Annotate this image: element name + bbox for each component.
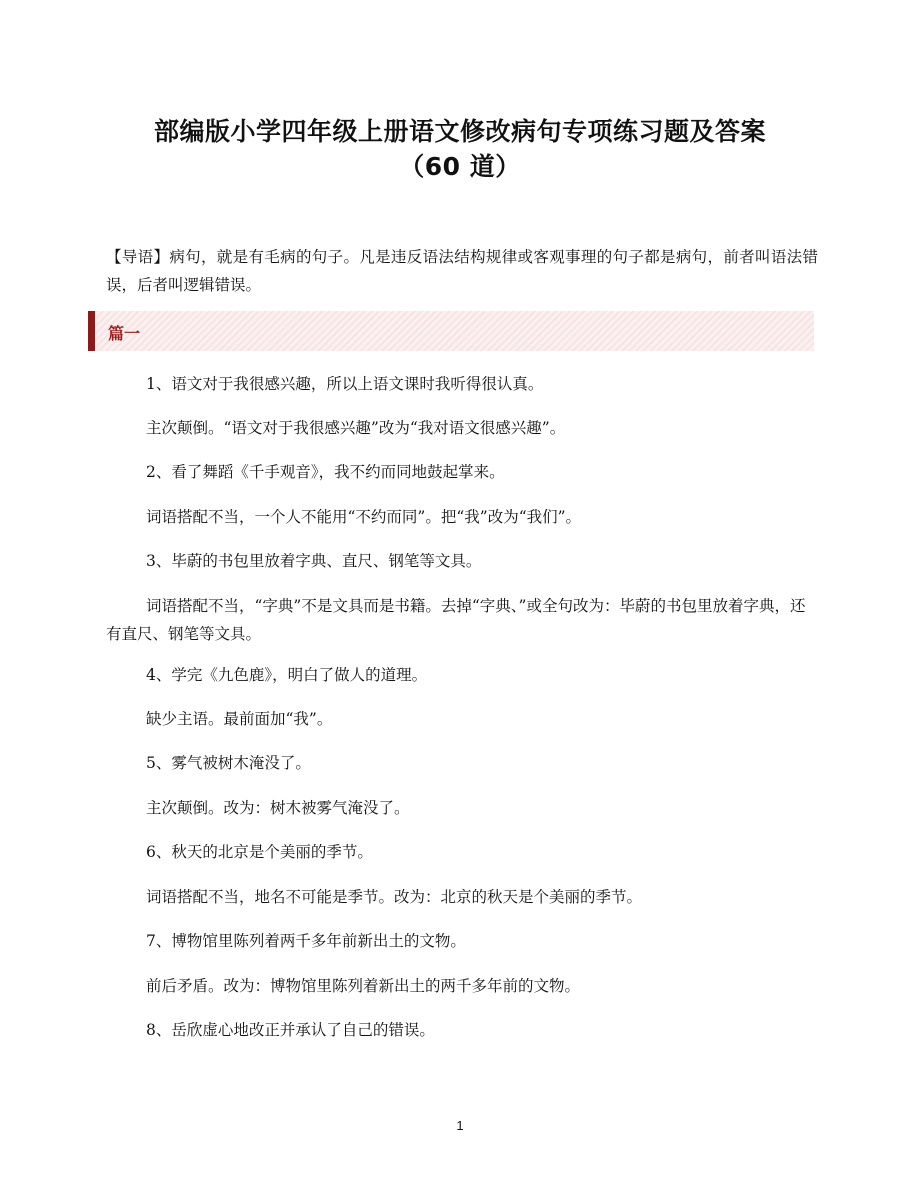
question-3: 3、毕蔚的书包里放着字典、直尺、钢笔等文具。 [146, 552, 482, 570]
answer-3: 词语搭配不当，“字典”不是文具而是书籍。去掉“字典、”或全句改为：毕蔚的书包里放着字典，还有直尺、钢笔等文具。 [106, 597, 806, 643]
question-2: 2、看了舞蹈《千手观音》，我不约而同地鼓起掌来。 [146, 463, 505, 481]
answer-5: 主次颠倒。改为：树木被雾气淹没了。 [146, 799, 410, 817]
document-title-count: （60 道） [399, 152, 521, 181]
answer-2: 词语搭配不当，一个人不能用“不约而同”。把“我”改为“我们”。 [146, 508, 582, 526]
document-title: 部编版小学四年级上册语文修改病句专项练习题及答案 [153, 117, 766, 146]
question-1: 1、语文对于我很感兴趣，所以上语文课时我听得很认真。 [146, 375, 544, 393]
question-5: 5、雾气被树木淹没了。 [146, 754, 311, 772]
answer-4: 缺少主语。最前面加“我”。 [146, 710, 333, 728]
section-title: 篇一 [108, 324, 141, 343]
answer-7: 前后矛盾。改为：博物馆里陈列着新出土的两千多年前的文物。 [146, 977, 581, 995]
answer-6: 词语搭配不当，地名不可能是季节。改为：北京的秋天是个美丽的季节。 [146, 888, 643, 906]
question-6: 6、秋天的北京是个美丽的季节。 [146, 843, 373, 861]
section-accent-bar [88, 311, 95, 351]
answer-1: 主次颠倒。“语文对于我很感兴趣”改为“我对语文很感兴趣”。 [146, 419, 566, 437]
question-8: 8、岳欣虚心地改正并承认了自己的错误。 [146, 1021, 435, 1039]
question-4: 4、学完《九色鹿》，明白了做人的道理。 [146, 666, 428, 684]
page-number: 1 [456, 1118, 464, 1133]
section-header [88, 311, 814, 351]
intro-paragraph: 【导语】病句，就是有毛病的句子。凡是违反语法结构规律或客观事理的句子都是病句，前者叫语法错误，后者叫逻辑错误。 [106, 248, 818, 294]
question-7: 7、博物馆里陈列着两千多年前新出土的文物。 [146, 932, 466, 950]
